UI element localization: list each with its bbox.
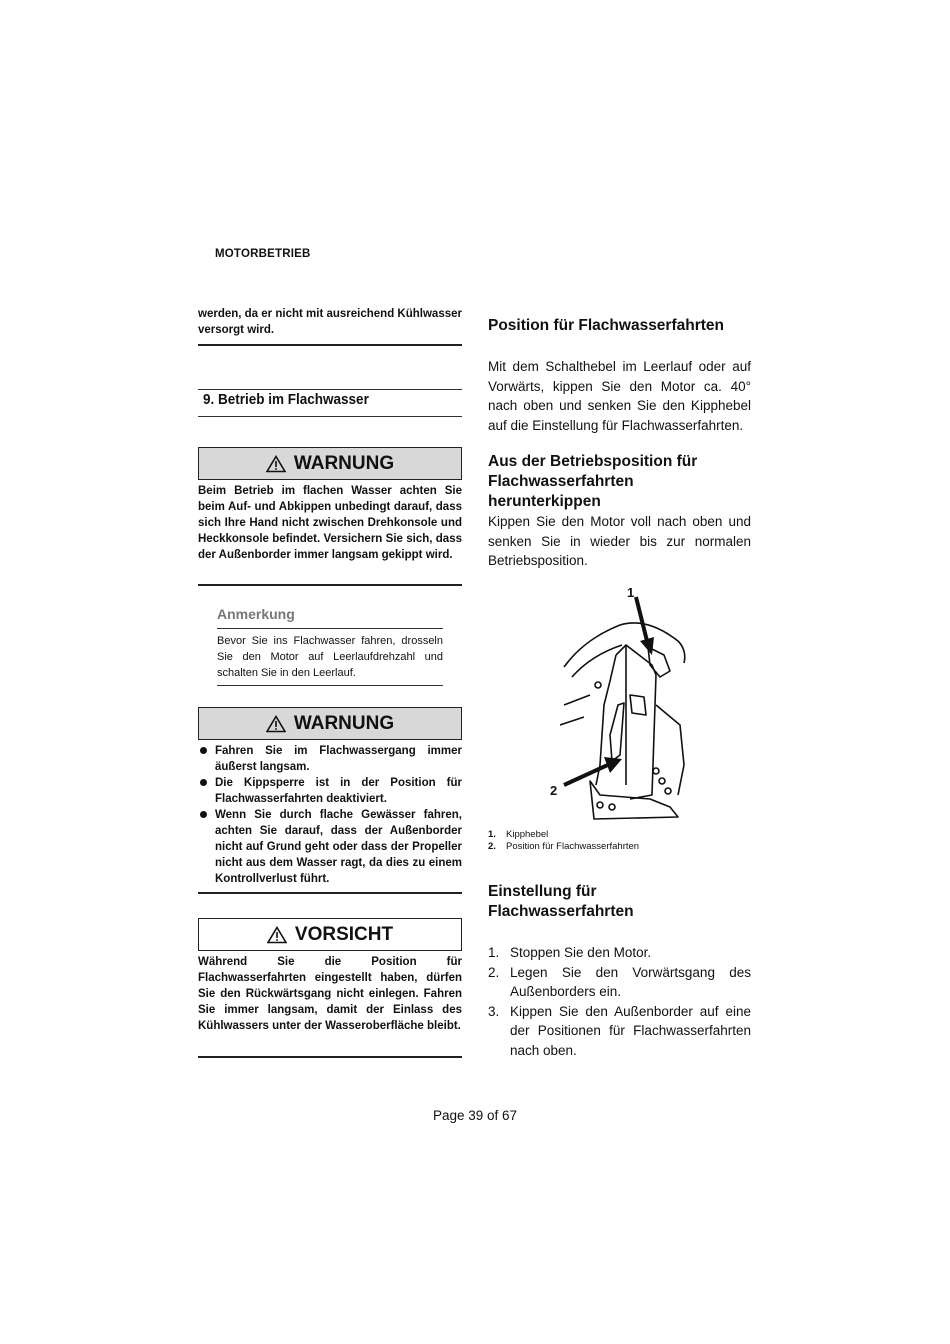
warning-box (198, 447, 462, 480)
divider (198, 416, 462, 417)
heading-shallow-water-position: Position für Flachwasserfahrten (488, 317, 724, 334)
divider (198, 892, 462, 894)
list-item: 2. Legen Sie den Vorwärtsgang des Außenborders ein. (488, 964, 751, 999)
page-number: Page 39 of 67 (432, 1108, 518, 1123)
warning-triangle-icon (266, 715, 286, 733)
note-title: Anmerkung (217, 606, 295, 622)
list-item: Die Kippsperre ist in der Position für Flachwasserfahrten deaktiviert. (198, 775, 462, 807)
divider (198, 344, 462, 346)
heading-tilt-down: Aus der Betriebsposition für Flachwasserfahrten herunterkippen (488, 453, 698, 510)
continued-text: werden, da er nicht mit ausreichend Kühlwasser versorgt wird. (198, 308, 462, 336)
warning-title: WARNUNG (293, 452, 395, 474)
callout-1: 1 (627, 585, 635, 600)
warning-bullet-list (198, 743, 462, 887)
caution-title: VORSICHT (294, 923, 394, 945)
list-item: Wenn Sie durch flache Gewässer fahren, achten Sie darauf, dass der Außenborder nicht auf Grund geht oder dass der Propeller nicht aus dem Wasser ragt, da dies zu einem Kontrollverlust führt. (198, 807, 462, 887)
divider (198, 1056, 462, 1058)
caption-item: 2. Position für Flachwasserfahrten (488, 841, 640, 852)
paragraph: Kippen Sie den Motor voll nach oben und senken Sie in wieder bis zur normalen Betriebsposition. (488, 514, 751, 568)
tilt-lever-illustration (560, 585, 692, 825)
divider (217, 628, 443, 629)
warning-title: WARNUNG (293, 712, 395, 734)
warning-text: Beim Betrieb im flachen Wasser achten Sie beim Auf- und Abkippen unbedingt darauf, dass sich Ihre Hand nicht zwischen Drehkonsole und Heckkonsole befindet. Versichern Sie sich, dass der Außenborder immer langsam gekippt wird. (198, 485, 462, 561)
warning-triangle-icon (267, 926, 287, 944)
heading-setting: Einstellung für Flachwasserfahrten (488, 883, 634, 920)
warning-triangle-icon (266, 455, 286, 473)
list-item: 1. Stoppen Sie den Motor. (488, 945, 652, 960)
divider (198, 584, 462, 586)
note-text: Bevor Sie ins Flachwasser fahren, drosseln Sie den Motor auf Leerlaufdrehzahl und schalten Sie in den Leerlauf. (217, 635, 443, 679)
paragraph: Mit dem Schalthebel im Leerlauf oder auf Vorwärts, kippen Sie den Motor ca. 40° nach oben und senken Sie den Kipphebel auf die Einstellung für Flachwasserfahrten. (488, 359, 751, 433)
list-item: Fahren Sie im Flachwassergang immer äußerst langsam. (198, 743, 462, 775)
figure-caption (488, 829, 639, 853)
caution-text: Während Sie die Position für Flachwasserfahrten eingestellt haben, dürfen Sie den Rückwärtsgang nicht einlegen. Fahren Sie immer langsam, damit der Einlass des Kühlwassers unter der Wasseroberfläche bleibt. (198, 956, 462, 1032)
divider (217, 685, 443, 686)
section-title: 9. Betrieb im Flachwasser (203, 391, 369, 408)
running-head: MOTORBETRIEB (215, 248, 311, 260)
callout-2: 2 (550, 783, 558, 798)
caution-box (198, 918, 462, 951)
list-item: 3. Kippen Sie den Außenborder auf eine der Positionen für Flachwasserfahrten nach oben. (488, 1003, 751, 1058)
divider (198, 389, 462, 390)
caption-item: 1. Kipphebel (488, 829, 549, 840)
warning-box (198, 707, 462, 740)
steps-list (488, 943, 751, 1060)
